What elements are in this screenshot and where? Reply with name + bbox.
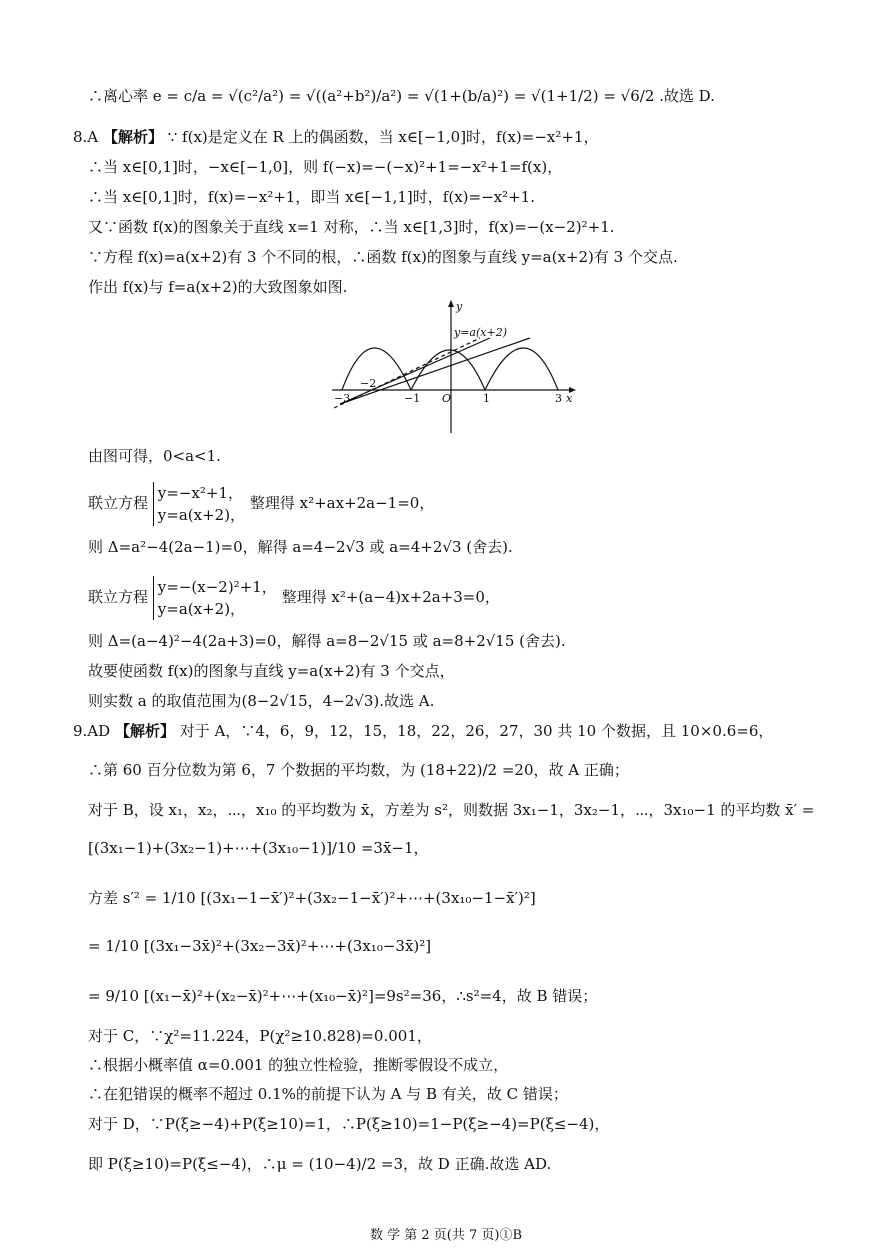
eccentricity-line: ∴离心率 e = c/a = √(c²/a²) = √((a²+b²)/a²) = √(1+(b/a)²) = √(1+1/2) = √6/2 .故选 D.: [88, 87, 715, 105]
arc-right: [485, 348, 558, 390]
q9-line-12: 即 P(ξ≥10)=P(ξ≤−4)，∴μ = (10−4)/2 =3，故 D 正确.故选 AD.: [88, 1155, 552, 1173]
q8-line-4: 又∵函数 f(x)的图象关于直线 x=1 对称，∴当 x∈[1,3]时，f(x)=−(x−2)²+1.: [88, 218, 615, 236]
tick-1: 1: [483, 392, 490, 405]
q9-line-8: 对于 C，∵χ²=11.224，P(χ²≥10.828)=0.001，: [88, 1027, 432, 1045]
line-label: y=a(x+2): [454, 326, 507, 339]
q8-line-12: 故要使函数 f(x)的图象与直线 y=a(x+2)有 3 个交点，: [88, 662, 455, 680]
q9-line-4: [(3x₁−1)+(3x₂−1)+⋯+(3x₁₀−1)]/10 =3x̄−1，: [88, 839, 429, 857]
q8-first-line: [73, 127, 599, 147]
page-footer: 数 学 第 2 页(共 7 页)①B: [369, 1228, 523, 1243]
q9-line-3: 对于 B，设 x₁，x₂，⋯，x₁₀ 的平均数为 x̄，方差为 s²，则数据 3x₁−1，3x₂−1，⋯，3x₁₀−1 的平均数 x̄′ =: [88, 801, 815, 819]
line-solid-1: [340, 338, 530, 404]
q8-line-5: ∵方程 f(x)=a(x+2)有 3 个不同的根，∴函数 f(x)的图象与直线 y=a(x+2)有 3 个交点.: [88, 248, 678, 266]
tick-minus-1: −1: [404, 392, 421, 405]
q8-line-13: 则实数 a 的取值范围为(8−2√15，4−2√3).故选 A.: [88, 692, 435, 710]
system-1-label: 联立方程: [88, 494, 149, 512]
system-2-eq-2: y=a(x+2)，: [157, 600, 246, 618]
y-axis-label: y: [456, 300, 463, 313]
q9-analysis-label: 【解析】: [114, 722, 175, 740]
q9-answer: 9.AD: [73, 722, 111, 740]
system-1-eq-1: y=−x²+1，: [157, 484, 243, 502]
system-2-result: 整理得 x²+(a−4)x+2a+3=0，: [281, 588, 500, 606]
q9-line-9: ∴根据小概率值 α=0.001 的独立性检验，推断零假设不成立，: [88, 1056, 509, 1074]
system-1-eq-2: y=a(x+2)，: [157, 506, 246, 524]
y-arrow: [448, 300, 454, 307]
function-graph: [330, 298, 590, 438]
tick-minus-3: −3: [334, 392, 351, 405]
tick-minus-2: −2: [360, 377, 377, 390]
arc-left: [342, 348, 411, 390]
system-2-label: 联立方程: [88, 588, 149, 606]
system-2: [88, 576, 500, 620]
q8-answer: 8.A: [73, 128, 99, 146]
q9-line-10: ∴在犯错误的概率不超过 0.1%的前提下认为 A 与 B 有关，故 C 错误；: [88, 1085, 568, 1103]
q8-line-2: ∴当 x∈[0,1]时，−x∈[−1,0]，则 f(−x)=−(−x)²+1=−x²+1=f(x)，: [88, 158, 563, 176]
q9-line-11: 对于 D，∵P(ξ≥−4)+P(ξ≥10)=1，∴P(ξ≥10)=1−P(ξ≥−4)=P(ξ≤−4)，: [88, 1115, 610, 1133]
q8-text: ∵ f(x)是定义在 R 上的偶函数，当 x∈[−1,0]时，f(x)=−x²+1，: [167, 128, 599, 146]
q9-text: 对于 A，∵4，6，9，12，15，18，22，26，27，30 共 10 个数据，且 10×0.6=6，: [179, 722, 774, 740]
tick-3: 3: [555, 392, 562, 405]
q8-line-6: 作出 f(x)与 f=a(x+2)的大致图象如图.: [88, 278, 348, 296]
q8-line-9: 则 Δ=a²−4(2a−1)=0，解得 a=4−2√3 或 a=4+2√3 (舍去).: [88, 538, 513, 556]
system-2-eq-1: y=−(x−2)²+1，: [157, 578, 277, 596]
q9-line-5: 方差 s′² = 1/10 [(3x₁−1−x̄′)²+(3x₂−1−x̄′)²+⋯+(3x₁₀−1−x̄′)²]: [88, 889, 536, 907]
system-1: [88, 482, 434, 526]
q8-line-7: 由图可得，0<a<1.: [88, 447, 221, 465]
q8-analysis-label: 【解析】: [102, 128, 163, 146]
q9-line-2: ∴第 60 百分位数为第 6，7 个数据的平均数，为 (18+22)/2 =20，故 A 正确；: [88, 761, 629, 779]
origin-label: O: [442, 392, 452, 405]
x-axis-label: x: [566, 392, 573, 405]
system-1-result: 整理得 x²+ax+2a−1=0，: [249, 494, 435, 512]
q9-line-6: = 1/10 [(3x₁−3x̄)²+(3x₂−3x̄)²+⋯+(3x₁₀−3x̄)²]: [88, 937, 432, 955]
q8-line-3: ∴当 x∈[0,1]时，f(x)=−x²+1，即当 x∈[−1,1]时，f(x)=−x²+1.: [88, 188, 535, 206]
q9-line-7: = 9/10 [(x₁−x̄)²+(x₂−x̄)²+⋯+(x₁₀−x̄)²]=9s²=36，∴s²=4，故 B 错误；: [88, 987, 598, 1005]
q9-first-line: [73, 721, 773, 741]
q8-line-11: 则 Δ=(a−4)²−4(2a+3)=0，解得 a=8−2√15 或 a=8+2√15 (舍去).: [88, 632, 566, 650]
